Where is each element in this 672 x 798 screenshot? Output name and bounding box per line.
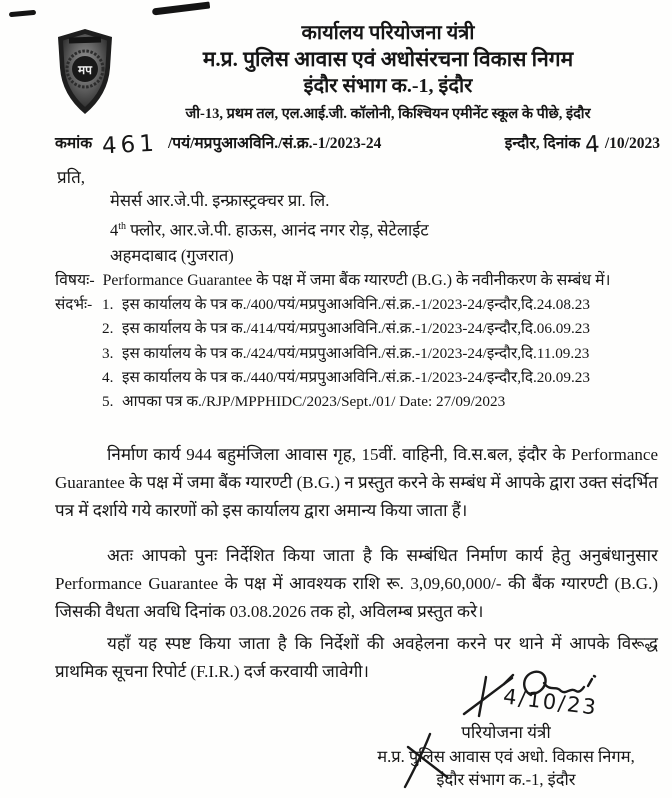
mp-police-emblem-icon	[55, 28, 115, 116]
reference-item: 3. इस कार्यालय के पत्र क./424/पयं/मप्रपुआअविनि./सं.क्र.-1/2023-24/इन्दौर,दि.11.09.23	[102, 344, 590, 362]
references-block	[55, 293, 666, 414]
reference-item: 4. इस कार्यालय के पत्र क./440/पयं/मप्रपुआअविनि./सं.क्र.-1/2023-24/इन्दौर,दि.20.09.23	[102, 368, 590, 386]
subject-label: विषयः-	[55, 272, 95, 289]
body-paragraph-2: अतः आपको पुनः निर्देशित किया जाता है कि सम्बंधित निर्माण कार्य हेतु अनुबंधानुसार Performance Guarantee के पक्ष में आवश्यक राशि रू. 3,09,60,000/- की बैंक ग्यारण्टी (B.G.) जिसकी वैधता अवधि दिनांक 03.08.2026 तक हो, अविलम्ब प्रस्तुत करे।	[55, 546, 658, 621]
references-label: संदर्भः-	[55, 296, 93, 313]
signature-block	[340, 721, 672, 791]
reference-number-line	[55, 128, 660, 160]
street-rest: फ्लोर, आर.जे.पी. हाऊस, आनंद नगर रोड़, सेटेलाईट	[126, 220, 429, 239]
serial-label: कमांक	[55, 135, 93, 152]
scan-artifact-mark	[152, 1, 210, 15]
recipient-name: मेसर्स आर.जे.पी. इन्फ्रास्ट्रक्चर प्रा. लि.	[110, 191, 330, 210]
floor-number: 4	[110, 220, 119, 239]
letterhead	[108, 20, 668, 124]
office-address: जी-13, प्रथम तल, एल.आई.जी. कॉलोनी, किश्चियन एमीनेंट स्कूल के पीछे, इंदौर	[185, 106, 591, 122]
place-date-label: इन्दौर, दिनांक	[504, 135, 581, 152]
recipient-street	[110, 214, 429, 243]
reference-item: 2. इस कार्यालय के पत्र क./414/पयं/मप्रपुआअविनि./सं.क्र.-1/2023-24/इन्दौर,दि.06.09.23	[102, 320, 590, 338]
body-paragraph-1: निर्माण कार्य 944 बहुमंजिला आवास गृह, 15वीं. वाहिनी, वि.स.बल, इंदौर के Performance Guarantee के पक्ष में जमा बैंक ग्यारण्टी (B.G.) न प्रस्तुत करने के सम्बंध में आपके द्वारा उक्त संदर्भित पत्र में दर्शाये गये कारणों को इस कार्यालय द्वारा अमान्य किया जाता हैं।	[55, 445, 658, 520]
recipient-address-block	[110, 188, 429, 268]
org-name: म.प्र. पुलिस आवास एवं अधोसंरचना विकास निगम	[202, 47, 574, 71]
place-date-group	[504, 128, 660, 159]
handwritten-day: 4	[584, 131, 601, 159]
subject-text: Performance Guarantee के पक्ष में जमा बैंक ग्यारण्टी (B.G.) के नवीनीकरण के सम्बंध में।	[102, 272, 611, 289]
recipient-city: अहमदाबाद (गुजरात)	[110, 245, 234, 265]
serial-suffix: /पयं/मप्रपुआअविनि./सं.क्र.-1/2023-24	[168, 135, 382, 152]
outgoing-number-group	[55, 128, 382, 160]
salutation: प्रति,	[57, 168, 86, 187]
emblem-monogram: मप	[78, 63, 92, 77]
reference-item: 1. इस कार्यालय के पत्र क./400/पयं/मप्रपुआअविनि./सं.क्र.-1/2023-24/इन्दौर,दि.24.08.23	[102, 296, 590, 313]
floor-ordinal: th	[118, 220, 127, 232]
division-line: इंदौर संभाग क.-1, इंदौर	[303, 75, 473, 97]
signatory-org-line1: म.प्र. पुलिस आवास एवं अधो. विकास निगम,	[377, 747, 635, 766]
letter-body	[55, 441, 658, 686]
signatory-org-line2: इंदौर संभाग क.-1, इंदौर	[436, 770, 576, 789]
handwritten-signature-date: 4/10/23	[501, 684, 600, 720]
body-paragraph-3: यहाँ यह स्पष्ट किया जाता है कि निर्देशों की अवहेलना करने पर थाने में आपके विरूद्ध प्राथमिक सूचना रिपोर्ट (F.I.R.) दर्ज करवायी जावेगी।	[55, 634, 658, 681]
reference-item: 5. आपका पत्र क./RJP/MPPHIDC/2023/Sept./01/ Date: 27/09/2023	[102, 393, 506, 411]
signatory-title: परियोजना यंत्री	[461, 723, 551, 742]
date-suffix: /10/2023	[604, 135, 660, 152]
office-title: कार्यालय परियोजना यंत्री	[301, 22, 475, 44]
subject-line	[55, 268, 662, 290]
handwritten-serial-number: 461	[101, 130, 159, 160]
scan-artifact-mark	[9, 10, 36, 17]
